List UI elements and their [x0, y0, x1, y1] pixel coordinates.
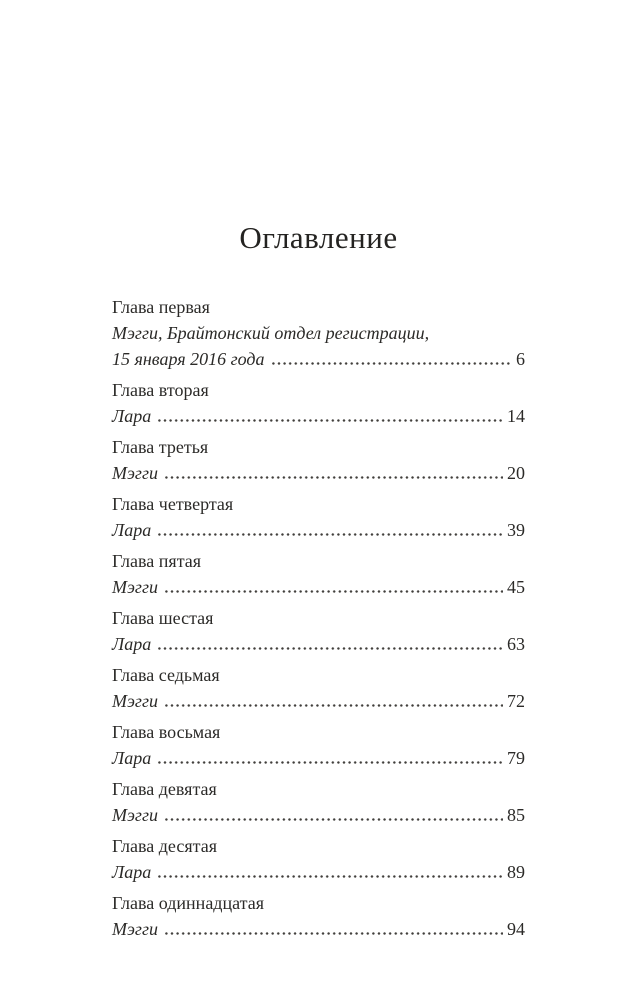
page-number: 72	[507, 691, 525, 711]
toc-entry	[112, 294, 525, 372]
toc-entry	[112, 434, 525, 486]
dot-leader	[158, 761, 503, 764]
toc-entry-row	[112, 517, 525, 543]
dot-leader	[165, 704, 503, 707]
table-of-contents	[112, 294, 525, 942]
chapter-subtitle: Лара	[112, 634, 152, 654]
chapter-subtitle: 15 января 2016 года	[112, 349, 265, 369]
chapter-title: Глава пятая	[112, 551, 202, 571]
chapter-subtitle: Лара	[112, 520, 152, 540]
chapter-subtitle: Мэгги	[112, 805, 158, 825]
chapter-subtitle: Лара	[112, 748, 152, 768]
chapter-title: Глава восьмая	[112, 722, 221, 742]
toc-entry-row	[112, 574, 525, 600]
toc-entry	[112, 776, 525, 828]
toc-entry-row	[112, 631, 525, 657]
page-number: 89	[507, 862, 525, 882]
chapter-title: Глава девятая	[112, 779, 217, 799]
toc-entry	[112, 605, 525, 657]
dot-leader	[158, 647, 503, 650]
chapter-subtitle: Лара	[112, 862, 152, 882]
dot-leader	[158, 419, 503, 422]
page-number: 14	[507, 406, 525, 426]
toc-entry	[112, 890, 525, 942]
dot-leader	[165, 932, 503, 935]
page-number: 85	[507, 805, 525, 825]
page-number: 39	[507, 520, 525, 540]
page-number: 94	[507, 919, 525, 939]
chapter-title: Глава четвертая	[112, 494, 234, 514]
toc-entry-row	[112, 688, 525, 714]
dot-leader	[165, 590, 503, 593]
chapter-subtitle-line: Мэгги, Брайтонский отдел регистрации,	[112, 323, 430, 343]
page-number: 20	[507, 463, 525, 483]
chapter-title: Глава третья	[112, 437, 209, 457]
toc-entry	[112, 377, 525, 429]
chapter-subtitle: Лара	[112, 406, 152, 426]
dot-leader	[158, 875, 503, 878]
dot-leader	[165, 476, 503, 479]
toc-entry-row	[112, 859, 525, 885]
chapter-subtitle: Мэгги	[112, 919, 158, 939]
toc-entry-row	[112, 916, 525, 942]
toc-entry-row	[112, 403, 525, 429]
toc-entry	[112, 662, 525, 714]
toc-entry-row	[112, 346, 525, 372]
chapter-subtitle: Мэгги	[112, 463, 158, 483]
dot-leader	[165, 818, 503, 821]
chapter-subtitle: Мэгги	[112, 691, 158, 711]
toc-entry-row	[112, 745, 525, 771]
chapter-title: Глава шестая	[112, 608, 214, 628]
chapter-title: Глава седьмая	[112, 665, 220, 685]
toc-entry-row	[112, 802, 525, 828]
page-number: 79	[507, 748, 525, 768]
dot-leader	[272, 362, 512, 365]
dot-leader	[158, 533, 503, 536]
chapter-title: Глава одиннадцатая	[112, 893, 264, 913]
toc-entry	[112, 548, 525, 600]
page-number: 63	[507, 634, 525, 654]
page-number: 45	[507, 577, 525, 597]
page-title: Оглавление	[239, 220, 398, 255]
chapter-title: Глава десятая	[112, 836, 217, 856]
toc-entry-row	[112, 460, 525, 486]
chapter-title: Глава вторая	[112, 380, 209, 400]
toc-entry	[112, 719, 525, 771]
chapter-title: Глава первая	[112, 297, 210, 317]
chapter-subtitle: Мэгги	[112, 577, 158, 597]
toc-entry	[112, 833, 525, 885]
toc-entry	[112, 491, 525, 543]
page-number: 6	[516, 349, 525, 369]
